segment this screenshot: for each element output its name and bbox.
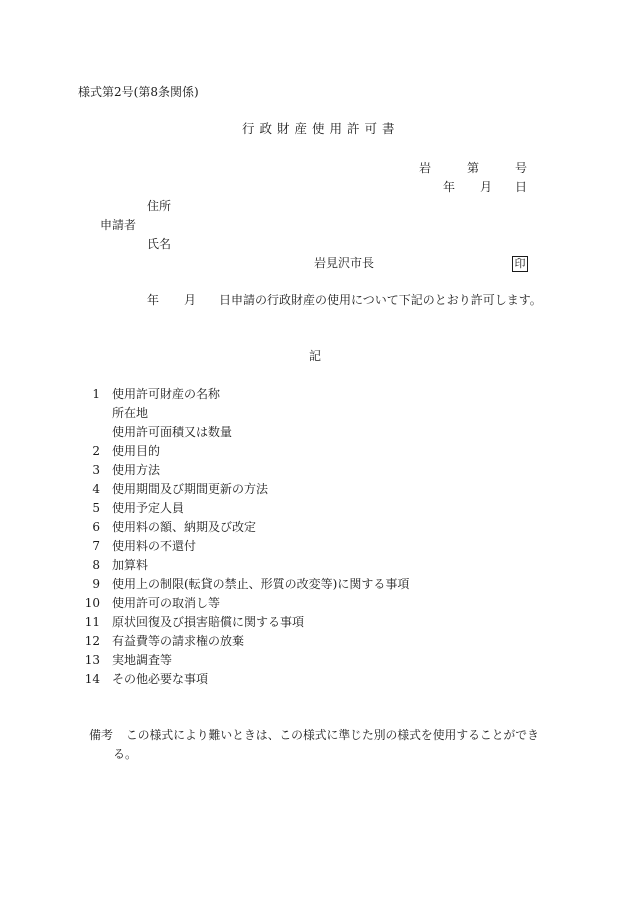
number-suffix: 号 [515,161,528,175]
remarks-line-2: る。 [113,747,138,761]
item-number: 5 [92,501,100,515]
item-label: 使用料の額、納期及び改定 [112,520,257,534]
number-prefix: 岩 [419,161,432,175]
list-item [78,405,558,421]
list-item [78,595,558,611]
applicant-label: 申請者 [100,218,137,232]
seal-stamp-box: 印 [512,256,528,272]
list-item [78,576,558,592]
date-month: 月 [480,180,493,194]
statement-year: 年 [147,293,160,307]
item-number: 13 [84,653,100,667]
item-number: 6 [92,520,100,534]
item-number: 8 [92,558,100,572]
list-item [78,614,558,630]
issuer: 岩見沢市長 [314,256,375,270]
item-label: 実地調査等 [112,653,173,667]
item-number: 1 [92,387,100,401]
seal-mark [512,255,528,272]
item-label: 所在地 [112,406,149,420]
remarks-label: 備考 [89,728,114,742]
item-number: 11 [84,615,100,629]
remarks-line-1: この様式により難いときは、この様式に準じた別の様式を使用することができ [126,728,539,742]
statement-text: 日申請の行政財産の使用について下記のとおり許可します。 [219,293,542,307]
item-number: 14 [84,672,100,686]
item-label: 使用方法 [112,463,161,477]
list-item [78,557,558,573]
item-number: 10 [84,596,100,610]
item-label: その他必要な事項 [112,672,209,686]
item-label: 原状回復及び損害賠償に関する事項 [112,615,305,629]
ki-heading: 記 [309,349,322,363]
item-label: 有益費等の請求権の放棄 [112,634,245,648]
list-item [78,481,558,497]
list-item [78,652,558,668]
list-item [78,500,558,516]
statement-month: 月 [184,293,197,307]
list-item [78,538,558,554]
list-item [78,462,558,478]
list-item [78,386,558,402]
item-label: 使用目的 [112,444,161,458]
item-number: 4 [92,482,100,496]
item-number: 7 [92,539,100,553]
document-title: 行政財産使用許可書 [242,121,400,136]
list-item [78,671,558,687]
item-label: 使用許可面積又は数量 [112,425,233,439]
item-number: 9 [92,577,100,591]
number-middle: 第 [467,161,480,175]
list-item [78,424,558,440]
list-item [78,519,558,535]
name-label: 氏名 [147,237,172,251]
item-number: 12 [84,634,100,648]
item-number: 2 [92,444,100,458]
date-year: 年 [443,180,456,194]
date-day: 日 [515,180,528,194]
item-label: 使用許可財産の名称 [112,387,221,401]
item-label: 使用期間及び期間更新の方法 [112,482,269,496]
item-label: 使用予定人員 [112,501,185,515]
item-label: 加算料 [112,558,149,572]
list-item [78,443,558,459]
list-item [78,633,558,649]
form-number: 様式第2号(第8条関係) [78,85,199,99]
item-label: 使用料の不還付 [112,539,197,553]
address-label: 住所 [147,199,172,213]
item-number: 3 [92,463,100,477]
item-label: 使用許可の取消し等 [112,596,221,610]
item-label: 使用上の制限(転貸の禁止、形質の改変等)に関する事項 [112,577,410,591]
